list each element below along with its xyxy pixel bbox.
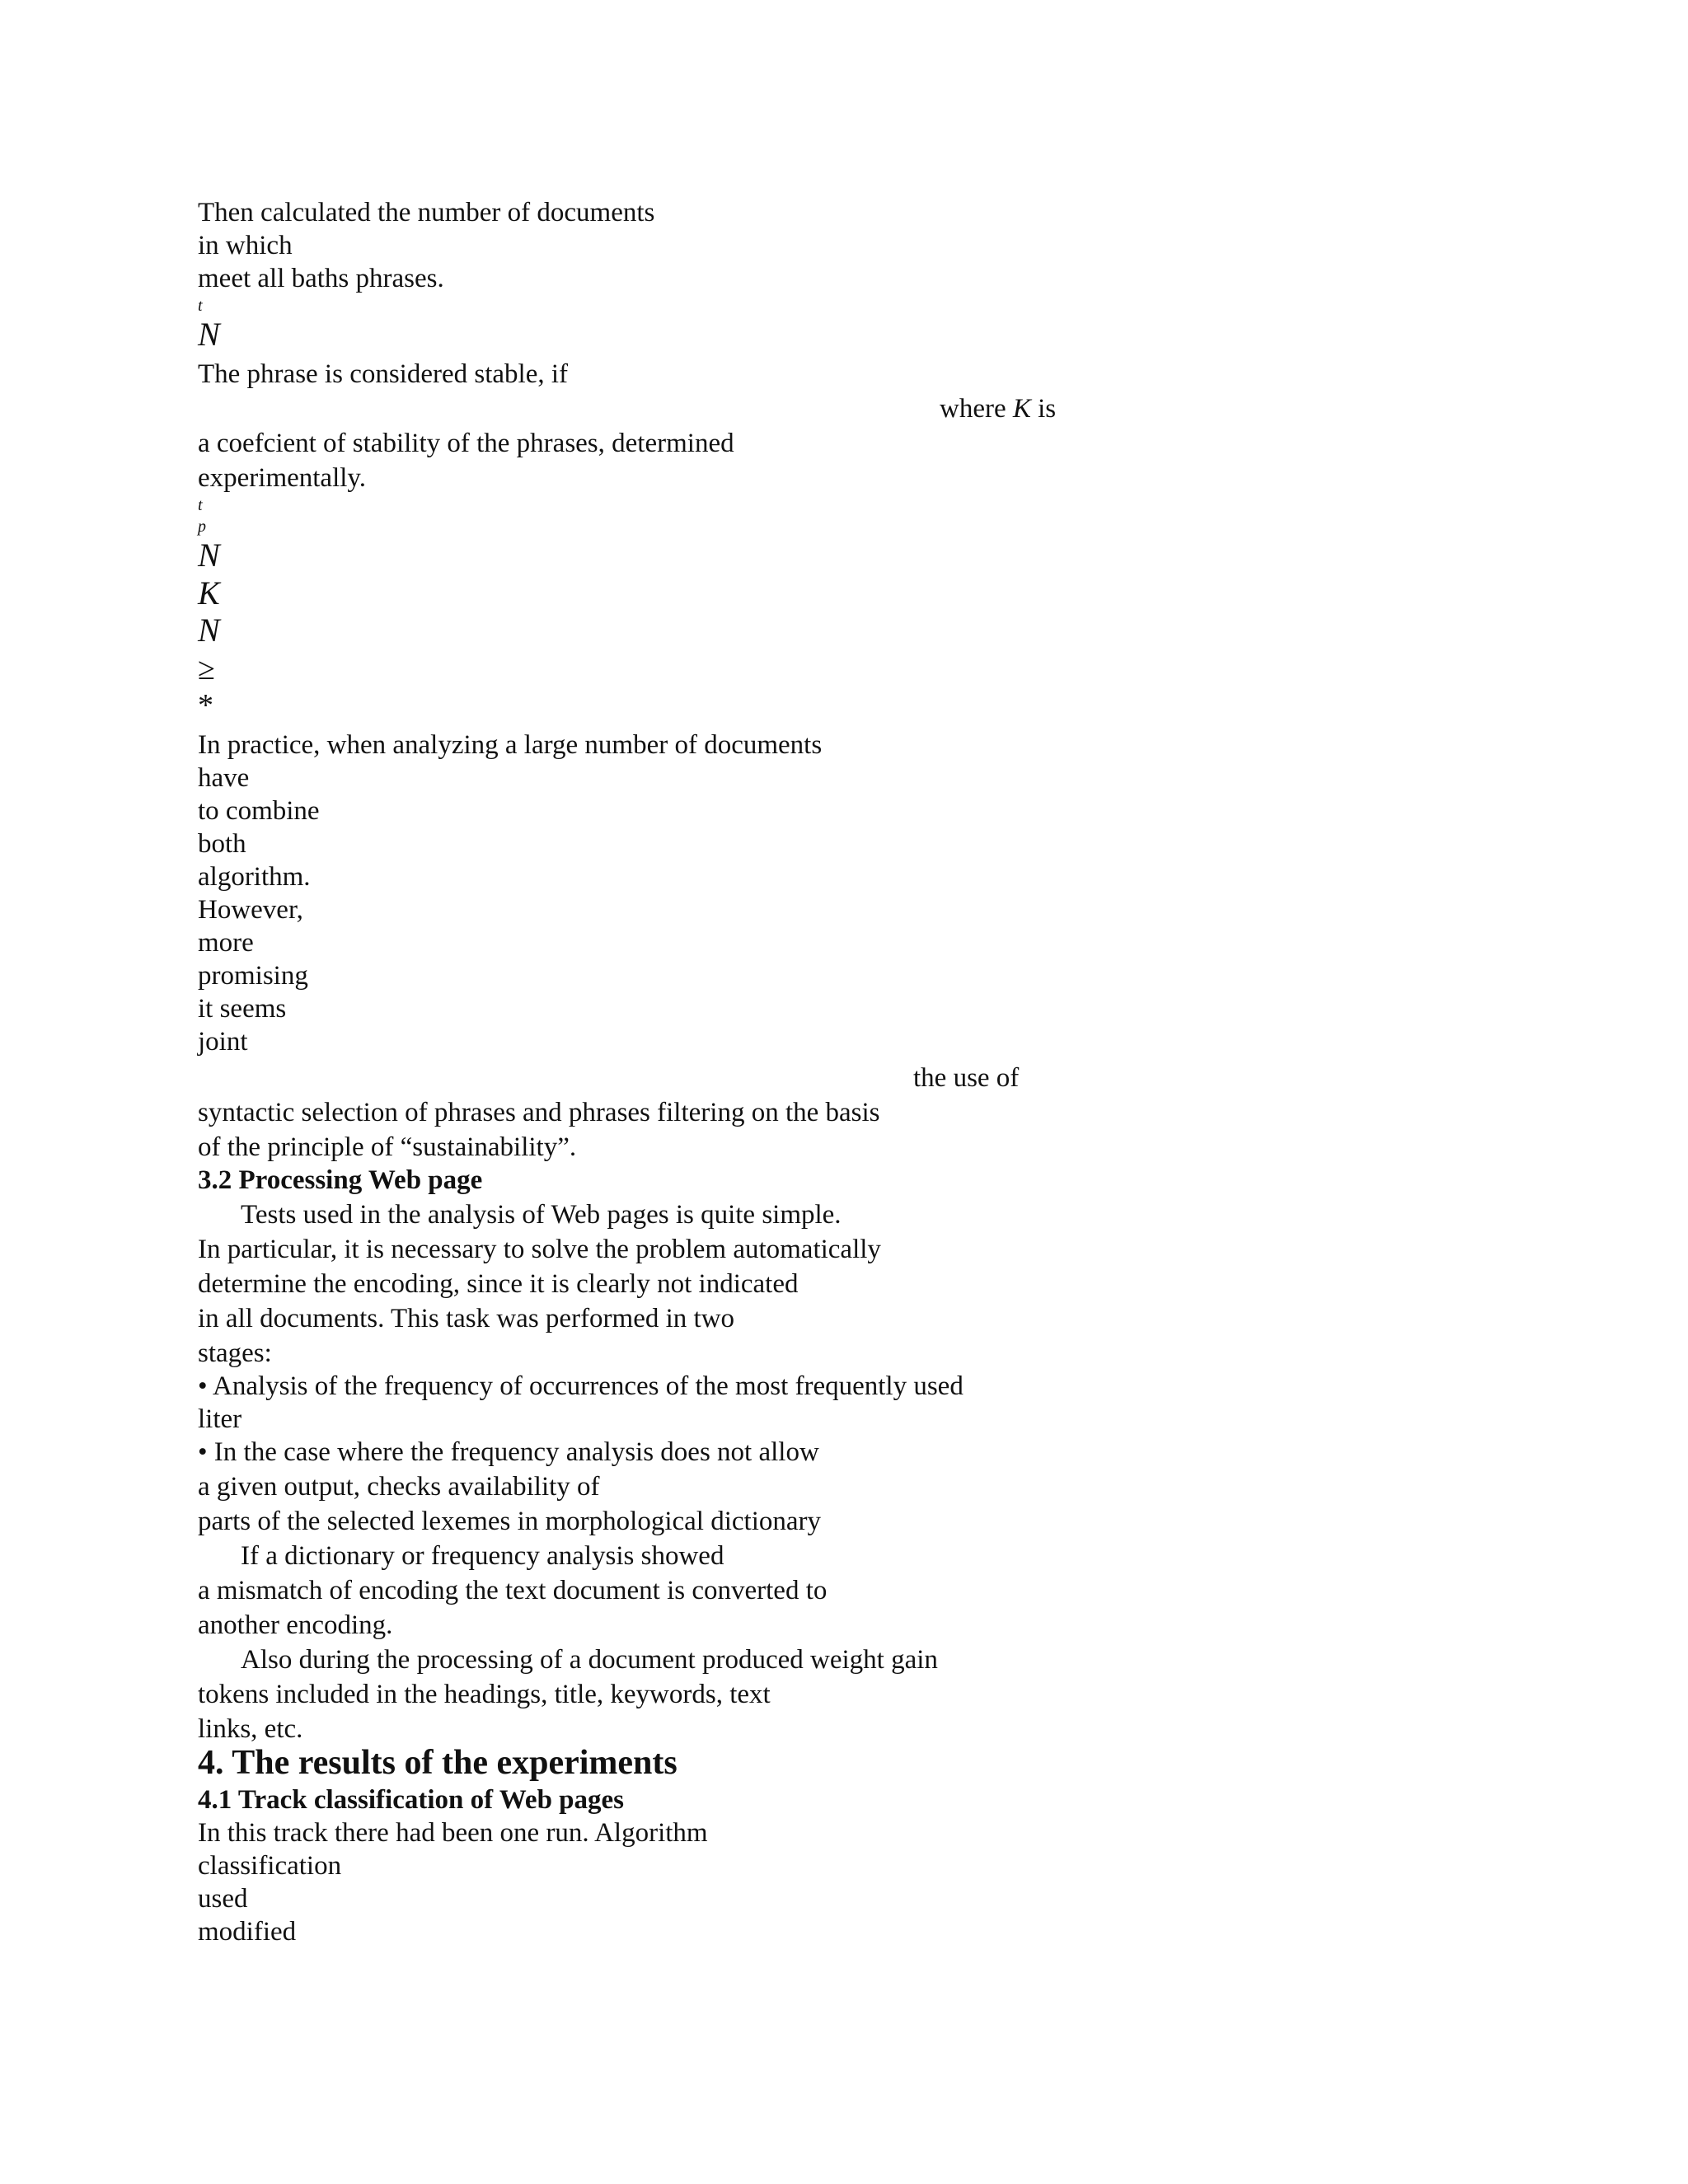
text-line: liter: [198, 1404, 242, 1434]
text-line: have: [198, 763, 250, 793]
text-line: If a dictionary or frequency analysis showed: [241, 1541, 724, 1571]
text-line: In this track there had been one run. Algorithm: [198, 1818, 708, 1848]
section-heading: 3.2 Processing Web page: [198, 1165, 483, 1195]
where-text: where: [940, 394, 1013, 424]
text-line: The phrase is considered stable, if: [198, 359, 569, 389]
text-line: stages:: [198, 1338, 272, 1368]
text-line: it seems: [198, 994, 287, 1024]
math-symbol: N: [198, 316, 220, 353]
text-line: determine the encoding, since it is clearly not indicated: [198, 1269, 799, 1299]
text-line: In practice, when analyzing a large number of documents: [198, 730, 823, 760]
math-symbol: K: [198, 574, 220, 612]
section-title: 4. The results of the experiments: [198, 1744, 678, 1782]
text-line: both: [198, 829, 246, 859]
text-line: promising: [198, 961, 308, 991]
text-line: to combine: [198, 796, 320, 826]
text-line: used: [198, 1884, 248, 1914]
where-is-text: is: [1030, 394, 1057, 424]
text-line: another encoding.: [198, 1610, 393, 1640]
math-subscript: t: [198, 297, 203, 315]
text-line: syntactic selection of phrases and phrases filtering on the basis: [198, 1098, 880, 1127]
text-line: in all documents. This task was performed in two: [198, 1304, 735, 1333]
text-line: algorithm.: [198, 862, 311, 892]
text-line: parts of the selected lexemes in morphological dictionary: [198, 1507, 822, 1536]
text-line: modified: [198, 1917, 297, 1947]
subsection-heading: 4.1 Track classification of Web pages: [198, 1785, 625, 1815]
text-line: Then calculated the number of documents: [198, 198, 655, 227]
text-line: tokens included in the headings, title, keywords, text: [198, 1680, 771, 1709]
math-symbol: N: [198, 537, 220, 574]
text-line: a given output, checks availability of: [198, 1472, 600, 1502]
math-subscript: p: [198, 518, 206, 536]
text-line: in which: [198, 231, 293, 260]
math-variable: K: [1012, 394, 1031, 424]
text-line: the use of: [913, 1063, 1020, 1093]
text-line: joint: [198, 1027, 248, 1057]
text-line: a coefcient of stability of the phrases, determined: [198, 429, 734, 458]
text-line: links, etc.: [198, 1714, 303, 1744]
text-line: of the principle of “sustainability”.: [198, 1132, 577, 1162]
text-line: meet all baths phrases.: [198, 264, 444, 293]
text-line: more: [198, 928, 254, 958]
text-line: a mismatch of encoding the text document is converted to: [198, 1576, 828, 1605]
list-item: • In the case where the frequency analysis does not allow: [198, 1437, 819, 1467]
math-symbol: ≥: [198, 652, 215, 687]
list-item: • Analysis of the frequency of occurrences of the most frequently used: [198, 1371, 964, 1401]
math-symbol: N: [198, 612, 220, 649]
text-line: However,: [198, 895, 303, 925]
text-line: Tests used in the analysis of Web pages is quite simple.: [241, 1200, 842, 1230]
text-line: classification: [198, 1851, 342, 1881]
text-line-where: [940, 392, 1056, 425]
text-line: Also during the processing of a document produced weight gain: [241, 1645, 938, 1675]
text-line: In particular, it is necessary to solve the problem automatically: [198, 1235, 881, 1264]
math-subscript: t: [198, 496, 203, 514]
text-line: experimentally.: [198, 463, 367, 493]
math-symbol: *: [198, 688, 213, 723]
